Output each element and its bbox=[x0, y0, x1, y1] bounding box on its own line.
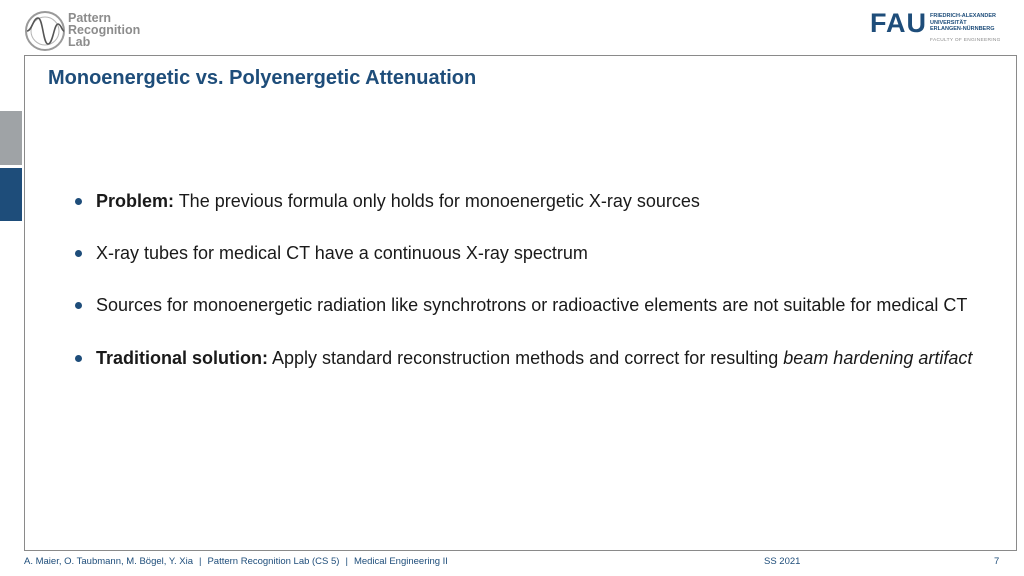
bullet-text: The previous formula only holds for monoenergetic X-ray sources bbox=[174, 191, 700, 211]
bullet-text: Sources for monoenergetic radiation like synchrotrons or radioactive elements are not suitable for medical CT bbox=[96, 295, 968, 315]
bullet-dot-icon bbox=[75, 198, 82, 205]
side-tab-blue bbox=[0, 168, 22, 221]
footer-lab: Pattern Recognition Lab (CS 5) bbox=[207, 556, 340, 567]
bullet-item bbox=[70, 188, 990, 214]
bullet-text: X-ray tubes for medical CT have a continuous X-ray spectrum bbox=[96, 243, 588, 263]
fau-mark: FAU bbox=[870, 8, 927, 38]
slide-title: Monoenergetic vs. Polyenergetic Attenuation bbox=[48, 67, 477, 89]
bullet-bold-lead: Problem: bbox=[96, 191, 175, 211]
bullet-bold-lead: Traditional solution: bbox=[96, 348, 268, 368]
fau-logo bbox=[870, 10, 1010, 46]
footer-course: Medical Engineering II bbox=[353, 556, 448, 567]
footer-semester: SS 2021 bbox=[764, 556, 801, 567]
footer-separator: | bbox=[345, 556, 348, 567]
bullet-item bbox=[70, 292, 990, 318]
pattern-recognition-lab-logo bbox=[24, 10, 154, 52]
bullet-dot-icon bbox=[75, 302, 82, 309]
footer-separator: | bbox=[198, 556, 202, 567]
fau-university-name: FRIEDRICH-ALEXANDER UNIVERSITÄT ERLANGEN-NÜRNBERG bbox=[930, 13, 996, 32]
footer-credits bbox=[24, 556, 448, 567]
bullet-dot-icon bbox=[75, 250, 82, 257]
bullet-item bbox=[70, 345, 990, 371]
lab-logo-text: Pattern Recognition Lab bbox=[68, 11, 141, 49]
footer bbox=[0, 556, 1024, 572]
footer-authors: A. Maier, O. Taubmann, M. Bögel, Y. Xia bbox=[24, 556, 193, 567]
bullet-item bbox=[70, 240, 990, 266]
bullet-text: Apply standard reconstruction methods and correct for resulting bbox=[268, 348, 784, 368]
bullet-list bbox=[70, 188, 990, 397]
side-tab-gray bbox=[0, 111, 22, 165]
wave-logo-icon bbox=[24, 10, 66, 52]
bullet-italic-term: beam hardening artifact bbox=[783, 348, 973, 368]
page-number: 7 bbox=[994, 556, 1000, 567]
fau-faculty: FACULTY OF ENGINEERING bbox=[930, 38, 1001, 43]
bullet-dot-icon bbox=[75, 355, 82, 362]
